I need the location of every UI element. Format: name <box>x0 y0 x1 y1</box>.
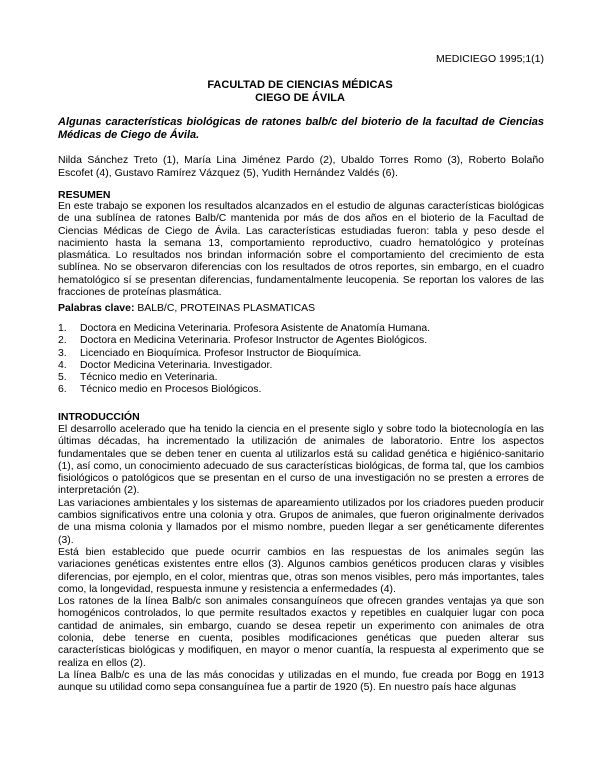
list-item <box>58 348 544 360</box>
list-item-number: 5. <box>58 372 67 384</box>
journal-citation: MEDICIEGO 1995;1(1) <box>436 53 544 65</box>
list-item <box>58 323 544 335</box>
faculty-city: CIEGO DE ÁVILA <box>255 92 345 104</box>
list-item-number: 4. <box>58 359 67 371</box>
faculty-name: FACULTAD DE CIENCIAS MÉDICAS <box>207 79 393 91</box>
list-item <box>58 372 544 384</box>
affiliation-list <box>58 323 544 397</box>
paragraph: El desarrollo acelerado que ha tenido la ciencia en el presente siglo y sobre todo la biotecnología en las últimas décadas, ha incrementado la utilización de animales de laboratorio. Entre los aspectos fundamentales que se deben tener en cuenta al utilizarlos está su calidad genética e higiénico-sanitario (1), así como, un conocimiento adecuado de sus características biológicas, de forma tal, que los cambios fisiológicos o patológicos que se presentan en el curso de una investigación no se presten a errores de interpretación (2). <box>58 424 544 497</box>
author-list: Nilda Sánchez Treto (1), María Lina Jiménez Pardo (2), Ubaldo Torres Romo (3), Roberto Bolaño Escofet (4), Gustavo Ramírez Vázquez (5), Yudith Hernández Valdés (6). <box>58 154 544 179</box>
introduccion-heading: INTRODUCCIÓN <box>58 411 140 423</box>
keywords-value: BALB/C, PROTEINAS PLASMATICAS <box>137 303 316 314</box>
faculty-heading <box>0 79 600 105</box>
resumen-heading: RESUMEN <box>58 189 111 201</box>
paragraph: La línea Balb/c es una de las más conocidas y utilizadas en el mundo, fue creada por Bogg en 1913 aunque su utilidad como sepa consanguínea fue a partir de 1920 (5). En nuestro país hace algunas <box>58 669 544 694</box>
resumen-body <box>58 201 544 299</box>
list-item-number: 1. <box>58 323 67 334</box>
list-item <box>58 384 544 396</box>
list-item-text: Doctor Medicina Veterinaria. Investigador. <box>80 359 273 371</box>
keywords-line <box>58 302 315 314</box>
paragraph: Los ratones de la línea Balb/c son animales consanguíneos que ofrecen grandes ventajas ya que son homogénicos controlados, lo que permite resultados exactos y repetibles en cualquier lugar con poca cantidad de animales, sin embargo, cuando se desea repetir un experimento con animales de otra colonia, debe tenerse en cuenta, posibles modificaciones genéticas que pueden alterar sus características biológicas y modifiquen, en mayor o menor cuantía, la respuesta al experimento que se realiza en ellos (2). <box>58 596 544 669</box>
paragraph: Está bien establecido que puede ocurrir cambios en las respuestas de los animales según las variaciones genéticas existentes entre ellos (3). Algunos cambios genéticos producen claras y visibles diferencias, por ejemplo, en el color, mientras que, otras son menos visibles, pero más importantes, tales como, la longevidad, respuesta inmune y resistencia a enfermedades (4). <box>58 546 544 595</box>
paragraph: Las variaciones ambientales y los sistemas de apareamiento utilizados por los criadores pueden producir cambios significativos entre una colonia y otra. Grupos de animales, que fueron originalmente derivados de una misma colonia y llamados por el mismo nombre, pueden llegar a ser genéticamente diferentes (3). <box>58 497 544 546</box>
list-item <box>58 360 544 372</box>
list-item-text: Técnico medio en Veterinaria. <box>80 372 218 384</box>
list-item-number: 3. <box>58 347 67 359</box>
keywords-label: Palabras clave: <box>58 302 135 314</box>
list-item-text: Doctora en Medicina Veterinaria. Profesora Asistente de Anatomía Humana. <box>80 323 431 334</box>
list-item-text: Licenciado en Bioquímica. Profesor Instructor de Bioquímica. <box>80 347 362 359</box>
article-title: Algunas características biológicas de ratones balb/c del bioterio de la facultad de Ciencias Médicas de Ciego de Ávila. <box>58 116 544 141</box>
list-item-text: Doctora en Medicina Veterinaria. Profesor Instructor de Agentes Biológicos. <box>80 335 428 347</box>
list-item <box>58 335 544 347</box>
introduccion-body <box>58 424 544 695</box>
list-item-text: Técnico medio en Procesos Biológicos. <box>80 384 262 396</box>
resumen-paragraph: En este trabajo se exponen los resultados alcanzados en el estudio de algunas características biológicas de una sublínea de ratones Balb/C mantenida por más de dos años en el bioterio de la Facultad de Ciencias Médicas de Ciego de Ávila. Las características estudiadas fueron: tabla y peso desde el nacimiento hasta la semana 13, comportamiento reproductivo, cuadro hematológico y proteínas plasmática. Lo resultados nos brindan información sobre el comportamiento del crecimiento de esta sublínea. No se observaron diferencias con los resultados de otros reportes, sin embargo, en el cuadro hematológico sí se presentan diferencias, fundamentalmente leucopenia. Se reportan los valores de las fracciones de proteínas plasmática. <box>58 201 544 299</box>
list-item-number: 2. <box>58 335 67 347</box>
list-item-number: 6. <box>58 384 67 396</box>
